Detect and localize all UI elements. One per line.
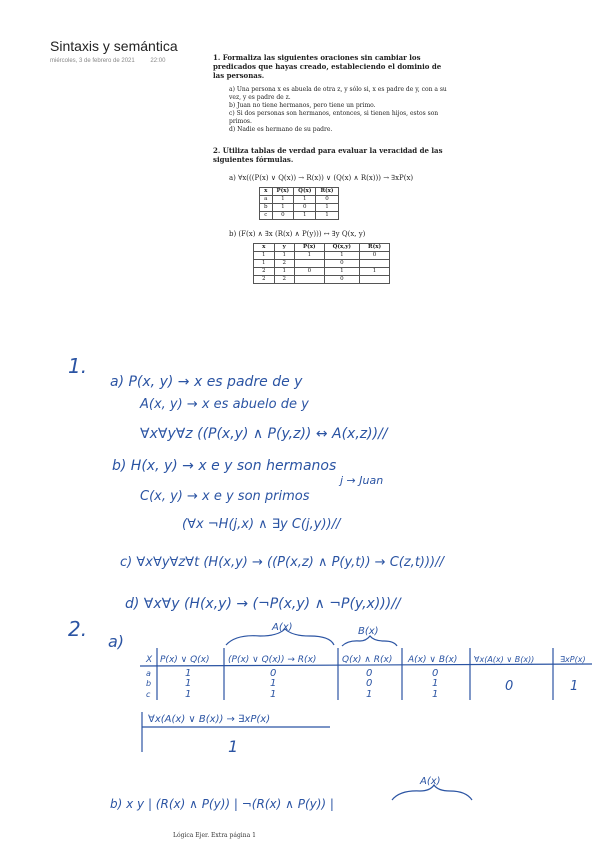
hw-1b-note: j → Juan xyxy=(340,474,384,487)
page-time: 22:00 xyxy=(150,58,166,64)
table-cell: 1 xyxy=(274,268,295,276)
question-2-title: 2. Utiliza tablas de verdad para evaluar la veracidad de las siguientes fórmulas. xyxy=(213,146,443,164)
hw-cell: b xyxy=(146,679,152,688)
hw-table-header: (P(x) ∨ Q(x)) → R(x) xyxy=(228,655,317,665)
hw-result-value: 1 xyxy=(228,737,239,756)
table-cell: 2 xyxy=(254,268,275,276)
table-cell: 1 xyxy=(294,212,316,220)
hw-cell: 1 xyxy=(185,678,192,689)
table-cell: 0 xyxy=(324,260,359,268)
table-b-header: y xyxy=(274,244,295,252)
table-cell: 1 xyxy=(316,212,338,220)
table-cell: 1 xyxy=(272,196,294,204)
table-cell: a xyxy=(260,196,273,204)
hw-cell: c xyxy=(146,690,151,699)
table-cell: 0 xyxy=(360,252,390,260)
hw-1c-line: c) ∀x∀y∀z∀t (H(x,y) → ((P(x,z) ∧ P(y,t)) → C(z,t)))// xyxy=(120,555,444,570)
table-cell: b xyxy=(260,204,273,212)
question-1-item-a: a) Una persona x es abuela de otra z, y sólo si, x es padre de y, con a su vez, y es padre de z. xyxy=(229,86,447,101)
hw-1d-line: d) ∀x∀y (H(x,y) → (¬P(x,y) ∧ ¬P(y,x)))// xyxy=(125,596,401,612)
hw-table-header: Q(x) ∧ R(x) xyxy=(342,655,393,665)
hw-table-header: A(x) ∨ B(x) xyxy=(408,655,458,665)
hw-cell: 1 xyxy=(432,678,439,689)
hw-question-2-number: 2. xyxy=(68,617,88,641)
page-date: miércoles, 3 de febrero de 2021 xyxy=(50,58,135,64)
question-1-item-d: d) Nadie es hermano de su padre. xyxy=(229,126,333,133)
table-cell: 1 xyxy=(272,204,294,212)
table-cell: 0 xyxy=(272,212,294,220)
table-cell: 1 xyxy=(324,252,359,260)
question-1-title: 1. Formaliza las siguientes oraciones sin cambiar los predicados que hayas creado, estableciendo el dominio de las personas. xyxy=(213,53,442,80)
table-cell: 1 xyxy=(295,252,325,260)
hw-table-header: ∃xP(x) xyxy=(560,655,586,664)
hw-1a-line2: A(x, y) → x es abuelo de y xyxy=(140,397,309,412)
table-cell: 1 xyxy=(254,252,275,260)
hw-2b-line: b) x y | (R(x) ∧ P(y)) | ¬(R(x) ∧ P(y)) | xyxy=(110,797,334,811)
table-cell: 2 xyxy=(274,276,295,284)
table-cell: 2 xyxy=(274,260,295,268)
hw-1b-line2: C(x, y) → x e y son primos xyxy=(140,489,310,504)
table-cell: 1 xyxy=(294,196,316,204)
hw-table-header: P(x) ∨ Q(x) xyxy=(160,655,210,665)
table-a-header: Q(x) xyxy=(294,188,316,196)
hw-table-header: X xyxy=(146,655,153,665)
table-b-header: R(x) xyxy=(360,244,390,252)
table-cell: 1 xyxy=(254,260,275,268)
table-b-header: x xyxy=(254,244,275,252)
table-cell: 0 xyxy=(294,204,316,212)
hw-1b-line3: (∀x ¬H(j,x) ∧ ∃y C(j,y))// xyxy=(182,517,341,532)
hw-cell: 0 xyxy=(366,668,373,679)
hw-result-header: ∀x(A(x) ∨ B(x)) → ∃xP(x) xyxy=(148,714,271,725)
hw-brace-label-b2: A(x) xyxy=(420,776,441,787)
table-cell: 1 xyxy=(324,268,359,276)
table-cell: 0 xyxy=(316,196,338,204)
table-cell: 1 xyxy=(360,268,390,276)
hw-cell: 1 xyxy=(366,689,373,700)
table-cell: 2 xyxy=(254,276,275,284)
hw-brace-b2 xyxy=(392,785,472,800)
table-cell: c xyxy=(260,212,273,220)
hw-cell: 1 xyxy=(185,668,192,679)
hw-cell: a xyxy=(146,669,151,678)
table-cell: 1 xyxy=(316,204,338,212)
table-b-header: Q(x,y) xyxy=(324,244,359,252)
table-a-header: P(x) xyxy=(272,188,294,196)
formula-b: b) (F(x) ∧ ∃x (R(x) ∧ P(y))) ↔ ∃y Q(x, y) xyxy=(229,230,366,238)
question-1-item-b: b) Juan no tiene hermanos, pero tiene un primo. xyxy=(229,102,376,109)
hw-cell: 0 xyxy=(432,668,439,679)
page-title: Sintaxis y semántica xyxy=(50,38,178,54)
hw-question-1-number: 1. xyxy=(68,354,88,378)
hw-2a-label: a) xyxy=(108,632,125,651)
hw-cell: 0 xyxy=(270,668,277,679)
hw-cell: 1 xyxy=(570,679,579,694)
page-footer: Lógica Ejer. Extra página 1 xyxy=(173,832,256,839)
hw-table-header: ∀x(A(x) ∨ B(x)) xyxy=(474,655,535,664)
table-a-header: R(x) xyxy=(316,188,338,196)
table-cell: 0 xyxy=(324,276,359,284)
hw-1b-line1: b) H(x, y) → x e y son hermanos xyxy=(112,458,337,474)
table-a-header: x xyxy=(260,188,273,196)
hw-cell: 1 xyxy=(432,689,439,700)
formula-a: a) ∀x(((P(x) ∨ Q(x)) → R(x)) ∨ (Q(x) ∧ R(x))) → ∃xP(x) xyxy=(229,174,414,182)
hw-brace-label-b: B(x) xyxy=(358,626,379,637)
hw-1a-line1: a) P(x, y) → x es padre de y xyxy=(110,374,303,390)
hw-1a-line3: ∀x∀y∀z ((P(x,y) ∧ P(y,z)) ↔ A(x,z))// xyxy=(140,426,388,442)
hw-cell: 1 xyxy=(185,689,192,700)
hw-brace-b xyxy=(342,636,397,646)
table-b-header: P(x) xyxy=(295,244,325,252)
hw-cell: 1 xyxy=(270,678,277,689)
table-cell: 1 xyxy=(274,252,295,260)
hw-cell: 0 xyxy=(366,678,373,689)
hw-cell: 1 xyxy=(270,689,277,700)
hw-cell: 0 xyxy=(505,679,514,694)
question-1-item-c: c) Si dos personas son hermanos, entonces, si tienen hijos, estos son primos. xyxy=(229,110,439,125)
table-cell: 0 xyxy=(295,268,325,276)
hw-brace-label-a: A(x) xyxy=(272,622,293,633)
